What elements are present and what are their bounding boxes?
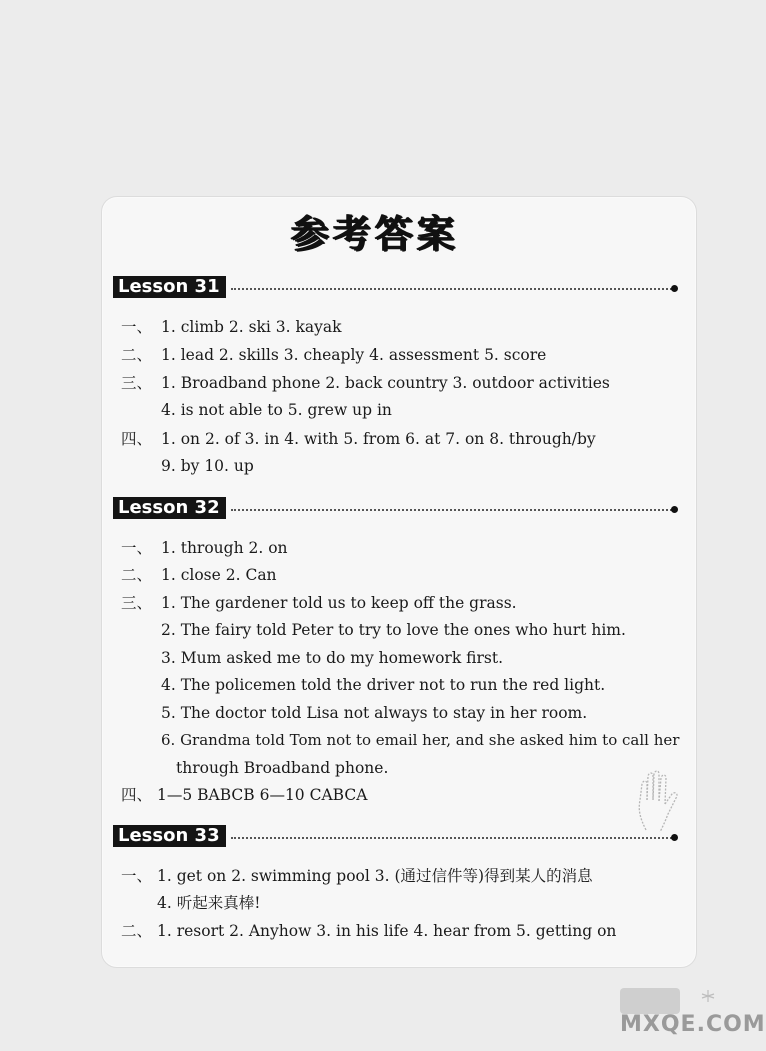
- answer-line: 9. by 10. up: [161, 457, 254, 475]
- lesson-32-label: Lesson 32: [113, 497, 226, 519]
- answer-line: 1. lead 2. skills 3. cheaply 4. assessment 5. score: [161, 346, 547, 364]
- page-title: 参考答案: [290, 212, 459, 256]
- lesson-31-header: [113, 276, 678, 300]
- answer-line: 1. close 2. Can: [161, 566, 277, 584]
- bullet-dot-icon: [671, 506, 678, 513]
- hand-sketch-icon: [632, 770, 686, 834]
- answer-marker: 一、: [121, 318, 153, 336]
- answer-line: 1. get on 2. swimming pool 3. (通过信件等)得到某人的消息: [157, 867, 593, 885]
- answer-line: 1—5 BABCB 6—10 CABCA: [157, 786, 368, 804]
- answer-marker: 三、: [121, 374, 153, 392]
- answer-line: 3. Mum asked me to do my homework first.: [161, 649, 504, 667]
- answer-marker: 二、: [121, 566, 153, 584]
- answer-line: 1. through 2. on: [161, 539, 288, 557]
- dotted-divider: [231, 837, 672, 839]
- bullet-dot-icon: [671, 285, 678, 292]
- lesson-33-label: Lesson 33: [113, 825, 226, 847]
- answer-line: 1. on 2. of 3. in 4. with 5. from 6. at 7. on 8. through/by: [161, 430, 596, 448]
- dotted-divider: [231, 509, 672, 511]
- answer-line: 4. 听起来真棒!: [157, 894, 261, 912]
- answer-line: 4. is not able to 5. grew up in: [161, 401, 392, 419]
- lesson-33-header: [113, 825, 678, 849]
- dotted-divider: [231, 288, 672, 290]
- answer-marker: 四、: [121, 430, 153, 448]
- answer-line: 1. The gardener told us to keep off the grass.: [161, 594, 517, 612]
- answer-line: 6. Grandma told Tom not to email her, and she asked him to call her: [161, 731, 680, 749]
- bullet-dot-icon: [671, 834, 678, 841]
- answer-line: 1. Broadband phone 2. back country 3. outdoor activities: [161, 374, 610, 392]
- lesson-32-header: [113, 497, 678, 521]
- answer-line: 4. The policemen told the driver not to run the red light.: [161, 676, 606, 694]
- answer-line: 5. The doctor told Lisa not always to stay in her room.: [161, 704, 588, 722]
- answer-marker: 一、: [121, 539, 153, 557]
- answer-marker: 三、: [121, 594, 153, 612]
- watermark-text: MXQE.COM: [620, 1012, 766, 1037]
- answer-line: through Broadband phone.: [176, 759, 389, 777]
- answer-line: 2. The fairy told Peter to try to love the ones who hurt him.: [161, 621, 626, 639]
- lesson-31-label: Lesson 31: [113, 276, 226, 298]
- answer-marker: 一、: [121, 867, 153, 885]
- answer-line: 1. climb 2. ski 3. kayak: [161, 318, 342, 336]
- answer-marker: 二、: [121, 922, 153, 940]
- answer-marker: 二、: [121, 346, 153, 364]
- answer-line: 1. resort 2. Anyhow 3. in his life 4. hear from 5. getting on: [157, 922, 617, 940]
- answer-marker: 四、: [121, 786, 153, 804]
